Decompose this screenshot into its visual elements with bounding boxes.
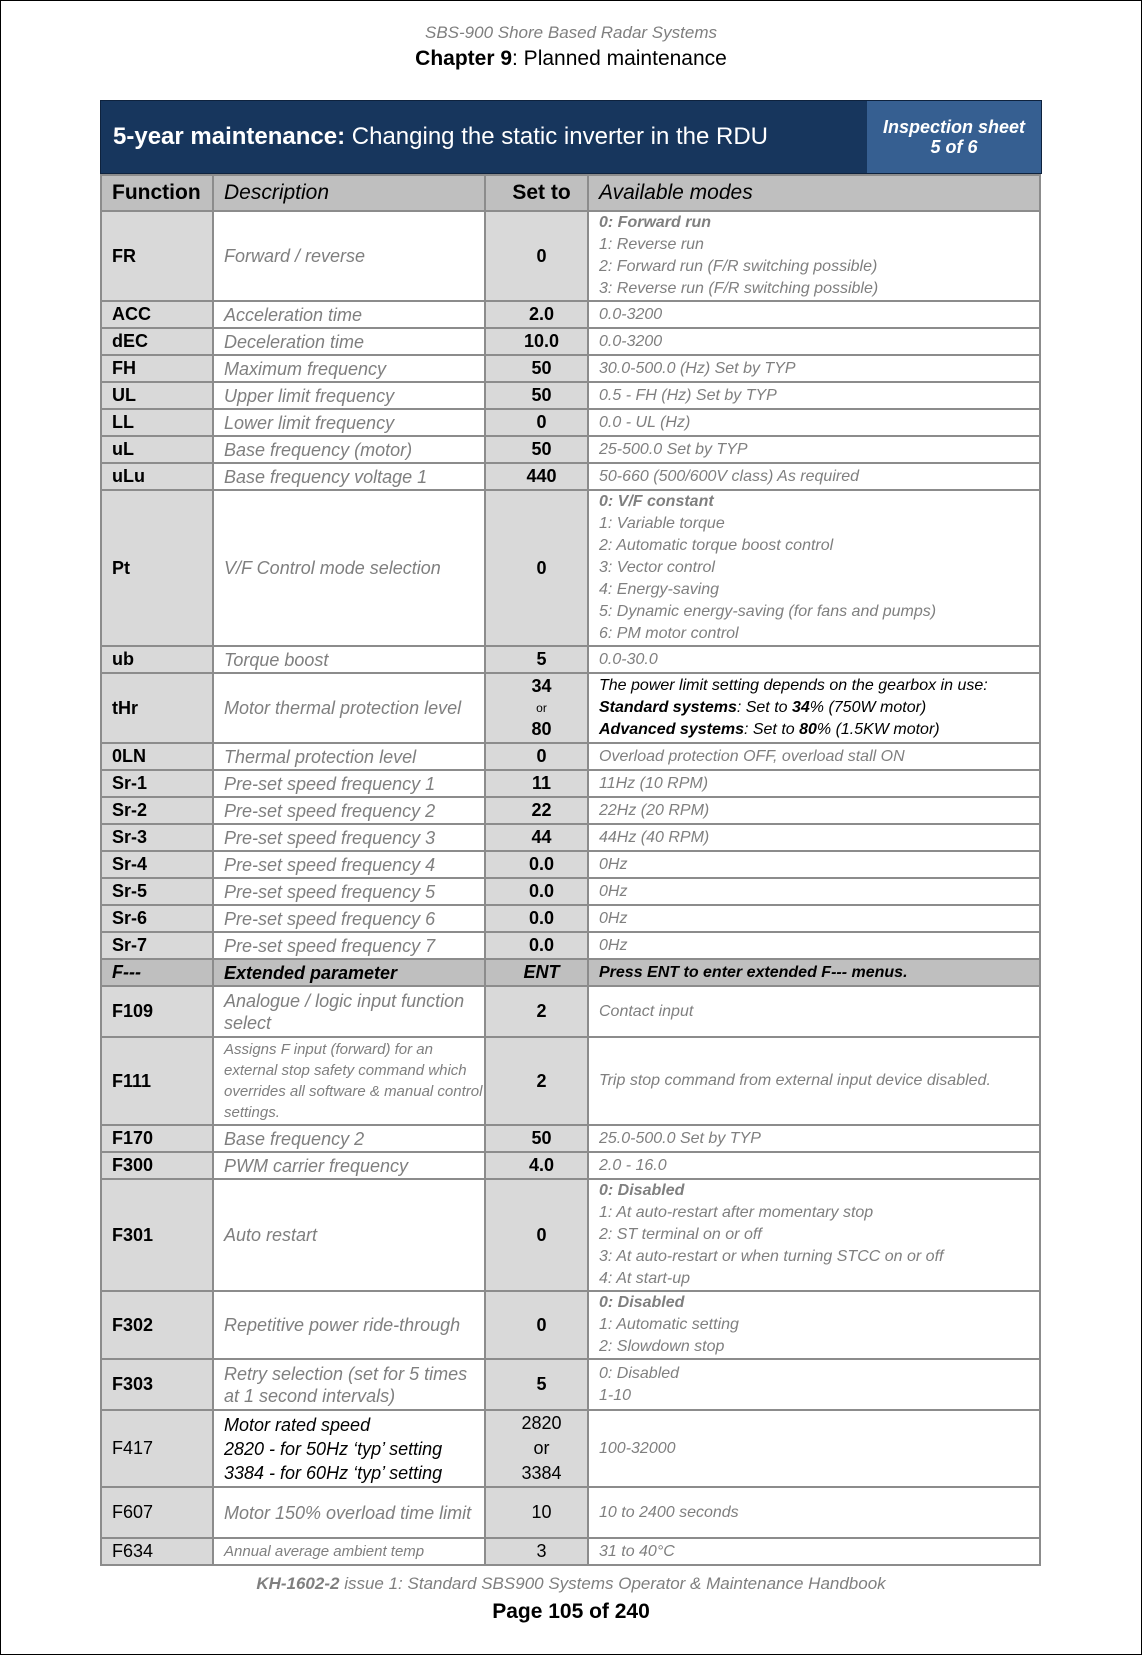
cell-available-modes bbox=[588, 932, 1040, 959]
mode-line: 0: Disabled bbox=[599, 1182, 685, 1199]
cell-set-to: 0.0 bbox=[485, 878, 588, 905]
cell-function: F302 bbox=[101, 1291, 213, 1359]
mode-line: Trip stop command from external input device disabled. bbox=[599, 1072, 991, 1089]
table-row bbox=[101, 1410, 1040, 1487]
set-to-value: 2820 bbox=[521, 1413, 562, 1433]
mode-line: Overload protection OFF, overload stall ON bbox=[599, 747, 905, 765]
mode-text: % (750W motor) bbox=[809, 699, 927, 716]
mode-line: 0: Disabled bbox=[599, 1294, 685, 1311]
table-row bbox=[101, 797, 1040, 824]
cell-set-to: 0 bbox=[485, 743, 588, 770]
cell-available-modes bbox=[588, 1179, 1040, 1291]
cell-description: Auto restart bbox=[213, 1179, 485, 1291]
mode-line: 100-32000 bbox=[599, 1439, 676, 1457]
table-row bbox=[101, 673, 1040, 743]
mode-line: 0: Forward run bbox=[599, 214, 712, 231]
header-available-modes: Available modes bbox=[588, 175, 1040, 211]
cell-set-to: 440 bbox=[485, 463, 588, 490]
cell-available-modes bbox=[588, 436, 1040, 463]
table-row bbox=[101, 770, 1040, 797]
mode-bold: Advanced systems bbox=[599, 721, 744, 738]
cell-description: Assigns F input (forward) for an external stop safety command which overrides all software & manual control settings. bbox=[213, 1037, 485, 1125]
cell-function: UL bbox=[101, 382, 213, 409]
mode-line: 1: At auto-restart after momentary stop bbox=[599, 1204, 874, 1221]
cell-description: Acceleration time bbox=[213, 301, 485, 328]
mode-line: 0: V/F constant bbox=[599, 493, 714, 510]
mode-line: 1-10 bbox=[599, 1386, 632, 1404]
mode-line: 4: Energy-saving bbox=[599, 581, 720, 598]
cell-description: Lower limit frequency bbox=[213, 409, 485, 436]
table-row bbox=[101, 409, 1040, 436]
cell-set-to: 5 bbox=[485, 646, 588, 673]
cell-description: Maximum frequency bbox=[213, 355, 485, 382]
table-row bbox=[101, 355, 1040, 382]
cell-function: F111 bbox=[101, 1037, 213, 1125]
cell-description: Pre-set speed frequency 3 bbox=[213, 824, 485, 851]
cell-available-modes bbox=[588, 1125, 1040, 1152]
cell-function: F301 bbox=[101, 1179, 213, 1291]
document-header bbox=[0, 22, 1142, 74]
mode-bold: Standard systems bbox=[599, 699, 737, 716]
cell-function: Sr-7 bbox=[101, 932, 213, 959]
cell-function: F300 bbox=[101, 1152, 213, 1179]
header-function: Function bbox=[101, 175, 213, 211]
mode-line: 10 to 2400 seconds bbox=[599, 1503, 739, 1521]
table-row bbox=[101, 301, 1040, 328]
cell-available-modes bbox=[588, 878, 1040, 905]
mode-value: 34 bbox=[791, 699, 810, 716]
cell-set-to: 5 bbox=[485, 1359, 588, 1410]
cell-set-to: 2 bbox=[485, 986, 588, 1037]
table-row bbox=[101, 959, 1040, 986]
cell-available-modes bbox=[588, 673, 1040, 743]
footer-document-id bbox=[0, 1573, 1142, 1595]
table-row bbox=[101, 932, 1040, 959]
mode-line: 6: PM motor control bbox=[599, 625, 739, 642]
cell-set-to: 50 bbox=[485, 436, 588, 463]
mode-line: 2.0 - 16.0 bbox=[599, 1156, 667, 1174]
mode-line: Press ENT to enter extended F--- menus. bbox=[599, 963, 908, 981]
cell-set-to: 0.0 bbox=[485, 851, 588, 878]
mode-line: 25-500.0 Set by TYP bbox=[599, 440, 748, 458]
parameter-table bbox=[100, 174, 1041, 1566]
table-row bbox=[101, 1359, 1040, 1410]
cell-function: ub bbox=[101, 646, 213, 673]
cell-function: FR bbox=[101, 211, 213, 301]
cell-description: Extended parameter bbox=[213, 959, 485, 986]
mode-line: 4: At start-up bbox=[599, 1270, 690, 1287]
mode-line: 1: Automatic setting bbox=[599, 1316, 739, 1333]
table-row bbox=[101, 1487, 1040, 1538]
cell-description: Annual average ambient temp bbox=[213, 1538, 485, 1565]
cell-description: Pre-set speed frequency 2 bbox=[213, 797, 485, 824]
maintenance-title bbox=[113, 101, 768, 173]
set-to-value: 34 bbox=[531, 676, 552, 696]
cell-description: PWM carrier frequency bbox=[213, 1152, 485, 1179]
maintenance-title-bar bbox=[100, 100, 1042, 174]
mode-line: 2: ST terminal on or off bbox=[599, 1226, 762, 1243]
cell-set-to: 22 bbox=[485, 797, 588, 824]
table-row bbox=[101, 743, 1040, 770]
cell-available-modes bbox=[588, 986, 1040, 1037]
table-row bbox=[101, 986, 1040, 1037]
cell-set-to: 4.0 bbox=[485, 1152, 588, 1179]
chapter-label: Chapter 9 bbox=[415, 47, 513, 70]
cell-available-modes bbox=[588, 646, 1040, 673]
cell-set-to: 0.0 bbox=[485, 932, 588, 959]
mode-line bbox=[599, 719, 1039, 741]
table-row bbox=[101, 1179, 1040, 1291]
chapter-name: : Planned maintenance bbox=[512, 47, 727, 70]
cell-set-to: 0 bbox=[485, 1291, 588, 1359]
cell-description: Thermal protection level bbox=[213, 743, 485, 770]
cell-function: F417 bbox=[101, 1410, 213, 1487]
cell-description: Deceleration time bbox=[213, 328, 485, 355]
mode-line: 0Hz bbox=[599, 855, 628, 873]
cell-set-to: 0 bbox=[485, 211, 588, 301]
mode-line: 2: Forward run (F/R switching possible) bbox=[599, 258, 878, 275]
cell-description bbox=[213, 1410, 485, 1487]
cell-set-to: 0 bbox=[485, 490, 588, 646]
maintenance-title-bold: 5-year maintenance: bbox=[113, 123, 346, 150]
inspection-sheet-count: 5 of 6 bbox=[930, 137, 978, 157]
cell-description: Analogue / logic input function select bbox=[213, 986, 485, 1037]
table-row bbox=[101, 851, 1040, 878]
mode-text: % (1.5KW motor) bbox=[816, 721, 940, 738]
cell-set-to: 2 bbox=[485, 1037, 588, 1125]
cell-available-modes bbox=[588, 490, 1040, 646]
footer-doc-title: issue 1: Standard SBS900 Systems Operator & Maintenance Handbook bbox=[339, 1574, 886, 1593]
mode-line: 0Hz bbox=[599, 909, 628, 927]
inspection-sheet-box bbox=[867, 101, 1041, 173]
mode-line: 44Hz (40 RPM) bbox=[599, 828, 710, 846]
cell-available-modes bbox=[588, 770, 1040, 797]
mode-line: 2: Automatic torque boost control bbox=[599, 537, 834, 554]
cell-function: F634 bbox=[101, 1538, 213, 1565]
cell-description: Repetitive power ride-through bbox=[213, 1291, 485, 1359]
cell-set-to: 0 bbox=[485, 409, 588, 436]
cell-function: Sr-5 bbox=[101, 878, 213, 905]
cell-set-to: 2.0 bbox=[485, 301, 588, 328]
table-header-row bbox=[101, 175, 1040, 211]
mode-line bbox=[599, 697, 1039, 719]
cell-description: Upper limit frequency bbox=[213, 382, 485, 409]
cell-available-modes bbox=[588, 463, 1040, 490]
chapter-title bbox=[0, 44, 1142, 74]
cell-available-modes bbox=[588, 851, 1040, 878]
mode-line: 1: Variable torque bbox=[599, 515, 725, 532]
mode-value: 80 bbox=[799, 721, 817, 738]
mode-line: 11Hz (10 RPM) bbox=[599, 774, 709, 792]
mode-line: 22Hz (20 RPM) bbox=[599, 801, 710, 819]
cell-available-modes bbox=[588, 355, 1040, 382]
mode-line: 0.0 - UL (Hz) bbox=[599, 413, 691, 431]
cell-set-to: 0 bbox=[485, 1179, 588, 1291]
cell-set-to: 11 bbox=[485, 770, 588, 797]
maintenance-title-rest: Changing the static inverter in the RDU bbox=[345, 123, 768, 150]
mode-line: Contact input bbox=[599, 1002, 694, 1020]
cell-function: ACC bbox=[101, 301, 213, 328]
cell-available-modes bbox=[588, 797, 1040, 824]
set-to-value: 3384 bbox=[521, 1463, 562, 1483]
table-row bbox=[101, 878, 1040, 905]
cell-available-modes bbox=[588, 1410, 1040, 1487]
cell-description: Base frequency (motor) bbox=[213, 436, 485, 463]
table-row bbox=[101, 436, 1040, 463]
cell-available-modes bbox=[588, 1152, 1040, 1179]
cell-function: tHr bbox=[101, 673, 213, 743]
mode-line: 30.0-500.0 (Hz) Set by TYP bbox=[599, 359, 796, 377]
cell-available-modes bbox=[588, 1037, 1040, 1125]
cell-function: uLu bbox=[101, 463, 213, 490]
cell-function: dEC bbox=[101, 328, 213, 355]
document-footer bbox=[0, 1573, 1142, 1629]
cell-set-to: 0.0 bbox=[485, 905, 588, 932]
cell-function: 0LN bbox=[101, 743, 213, 770]
mode-line: The power limit setting depends on the gearbox in use: bbox=[599, 677, 988, 694]
mode-line: 0.0-3200 bbox=[599, 305, 663, 323]
cell-available-modes bbox=[588, 743, 1040, 770]
cell-description: Pre-set speed frequency 4 bbox=[213, 851, 485, 878]
cell-available-modes bbox=[588, 824, 1040, 851]
cell-available-modes bbox=[588, 905, 1040, 932]
table-row bbox=[101, 1538, 1040, 1565]
mode-line: 3: Reverse run (F/R switching possible) bbox=[599, 280, 879, 297]
set-to-or: or bbox=[536, 701, 547, 715]
cell-function: Pt bbox=[101, 490, 213, 646]
table-row bbox=[101, 1291, 1040, 1359]
description-line: Motor rated speed bbox=[224, 1414, 371, 1435]
table-row bbox=[101, 1037, 1040, 1125]
cell-set-to bbox=[485, 673, 588, 743]
cell-function: F109 bbox=[101, 986, 213, 1037]
cell-available-modes bbox=[588, 409, 1040, 436]
cell-function: F607 bbox=[101, 1487, 213, 1538]
cell-description: Pre-set speed frequency 6 bbox=[213, 905, 485, 932]
cell-description: Motor thermal protection level bbox=[213, 673, 485, 743]
cell-set-to: 50 bbox=[485, 355, 588, 382]
cell-available-modes bbox=[588, 1538, 1040, 1565]
footer-doc-code: KH-1602-2 bbox=[256, 1574, 340, 1593]
mode-line: 25.0-500.0 Set by TYP bbox=[599, 1129, 761, 1147]
table-row bbox=[101, 463, 1040, 490]
mode-text: : Set to bbox=[736, 699, 792, 716]
table-row bbox=[101, 1152, 1040, 1179]
cell-description: Base frequency voltage 1 bbox=[213, 463, 485, 490]
cell-description: Motor 150% overload time limit bbox=[213, 1487, 485, 1538]
cell-description: Pre-set speed frequency 5 bbox=[213, 878, 485, 905]
cell-function: Sr-6 bbox=[101, 905, 213, 932]
cell-function: F--- bbox=[101, 959, 213, 986]
mode-line: 3: At auto-restart or when turning STCC on or off bbox=[599, 1248, 944, 1265]
cell-available-modes bbox=[588, 211, 1040, 301]
cell-available-modes bbox=[588, 382, 1040, 409]
document-subtitle: SBS-900 Shore Based Radar Systems bbox=[425, 23, 717, 42]
cell-set-to: 50 bbox=[485, 1125, 588, 1152]
set-to-value: 80 bbox=[531, 719, 552, 739]
cell-set-to: 3 bbox=[485, 1538, 588, 1565]
cell-function: LL bbox=[101, 409, 213, 436]
mode-line: 2: Slowdown stop bbox=[599, 1338, 725, 1355]
cell-function: Sr-4 bbox=[101, 851, 213, 878]
set-to-or: or bbox=[533, 1438, 550, 1458]
cell-available-modes bbox=[588, 1487, 1040, 1538]
mode-text: : Set to bbox=[743, 721, 800, 738]
mode-line: 0: Disabled bbox=[599, 1364, 680, 1382]
cell-set-to bbox=[485, 1410, 588, 1487]
cell-available-modes bbox=[588, 328, 1040, 355]
mode-line: 0.5 - FH (Hz) Set by TYP bbox=[599, 386, 777, 404]
table-row bbox=[101, 824, 1040, 851]
table-row bbox=[101, 646, 1040, 673]
cell-set-to: ENT bbox=[485, 959, 588, 986]
cell-function: FH bbox=[101, 355, 213, 382]
cell-function: Sr-1 bbox=[101, 770, 213, 797]
cell-description: Pre-set speed frequency 1 bbox=[213, 770, 485, 797]
cell-available-modes bbox=[588, 1359, 1040, 1410]
cell-set-to: 50 bbox=[485, 382, 588, 409]
table-body bbox=[101, 211, 1040, 1565]
cell-function: F303 bbox=[101, 1359, 213, 1410]
description-line: 3384 - for 60Hz ‘typ’ setting bbox=[224, 1462, 443, 1483]
mode-line: 5: Dynamic energy-saving (for fans and pumps) bbox=[599, 603, 937, 620]
cell-function: Sr-2 bbox=[101, 797, 213, 824]
mode-line: 0Hz bbox=[599, 936, 628, 954]
cell-available-modes bbox=[588, 301, 1040, 328]
cell-set-to: 10 bbox=[485, 1487, 588, 1538]
page-number: Page 105 of 240 bbox=[492, 1600, 650, 1623]
inspection-sheet-label: Inspection sheet bbox=[882, 117, 1026, 137]
mode-line: 50-660 (500/600V class) As required bbox=[599, 467, 859, 485]
mode-line: 31 to 40°C bbox=[599, 1542, 675, 1560]
mode-line: 0Hz bbox=[599, 882, 628, 900]
cell-function: uL bbox=[101, 436, 213, 463]
cell-function: F170 bbox=[101, 1125, 213, 1152]
mode-line: 3: Vector control bbox=[599, 559, 715, 576]
table-row bbox=[101, 328, 1040, 355]
cell-description: Forward / reverse bbox=[213, 211, 485, 301]
mode-line: 0.0-3200 bbox=[599, 332, 663, 350]
cell-available-modes bbox=[588, 1291, 1040, 1359]
table-row bbox=[101, 382, 1040, 409]
cell-description: Retry selection (set for 5 times at 1 second intervals) bbox=[213, 1359, 485, 1410]
header-description: Description bbox=[213, 175, 485, 211]
cell-description: Base frequency 2 bbox=[213, 1125, 485, 1152]
cell-available-modes bbox=[588, 959, 1040, 986]
mode-line: 1: Reverse run bbox=[599, 236, 704, 253]
table-row bbox=[101, 1125, 1040, 1152]
cell-set-to: 44 bbox=[485, 824, 588, 851]
cell-description: V/F Control mode selection bbox=[213, 490, 485, 646]
cell-description: Torque boost bbox=[213, 646, 485, 673]
description-line: 2820 - for 50Hz ‘typ’ setting bbox=[224, 1438, 443, 1459]
cell-description: Pre-set speed frequency 7 bbox=[213, 932, 485, 959]
table-row bbox=[101, 211, 1040, 301]
table-row bbox=[101, 905, 1040, 932]
cell-set-to: 10.0 bbox=[485, 328, 588, 355]
header-set-to: Set to bbox=[485, 175, 588, 211]
cell-function: Sr-3 bbox=[101, 824, 213, 851]
table-row bbox=[101, 490, 1040, 646]
mode-line: 0.0-30.0 bbox=[599, 650, 658, 668]
